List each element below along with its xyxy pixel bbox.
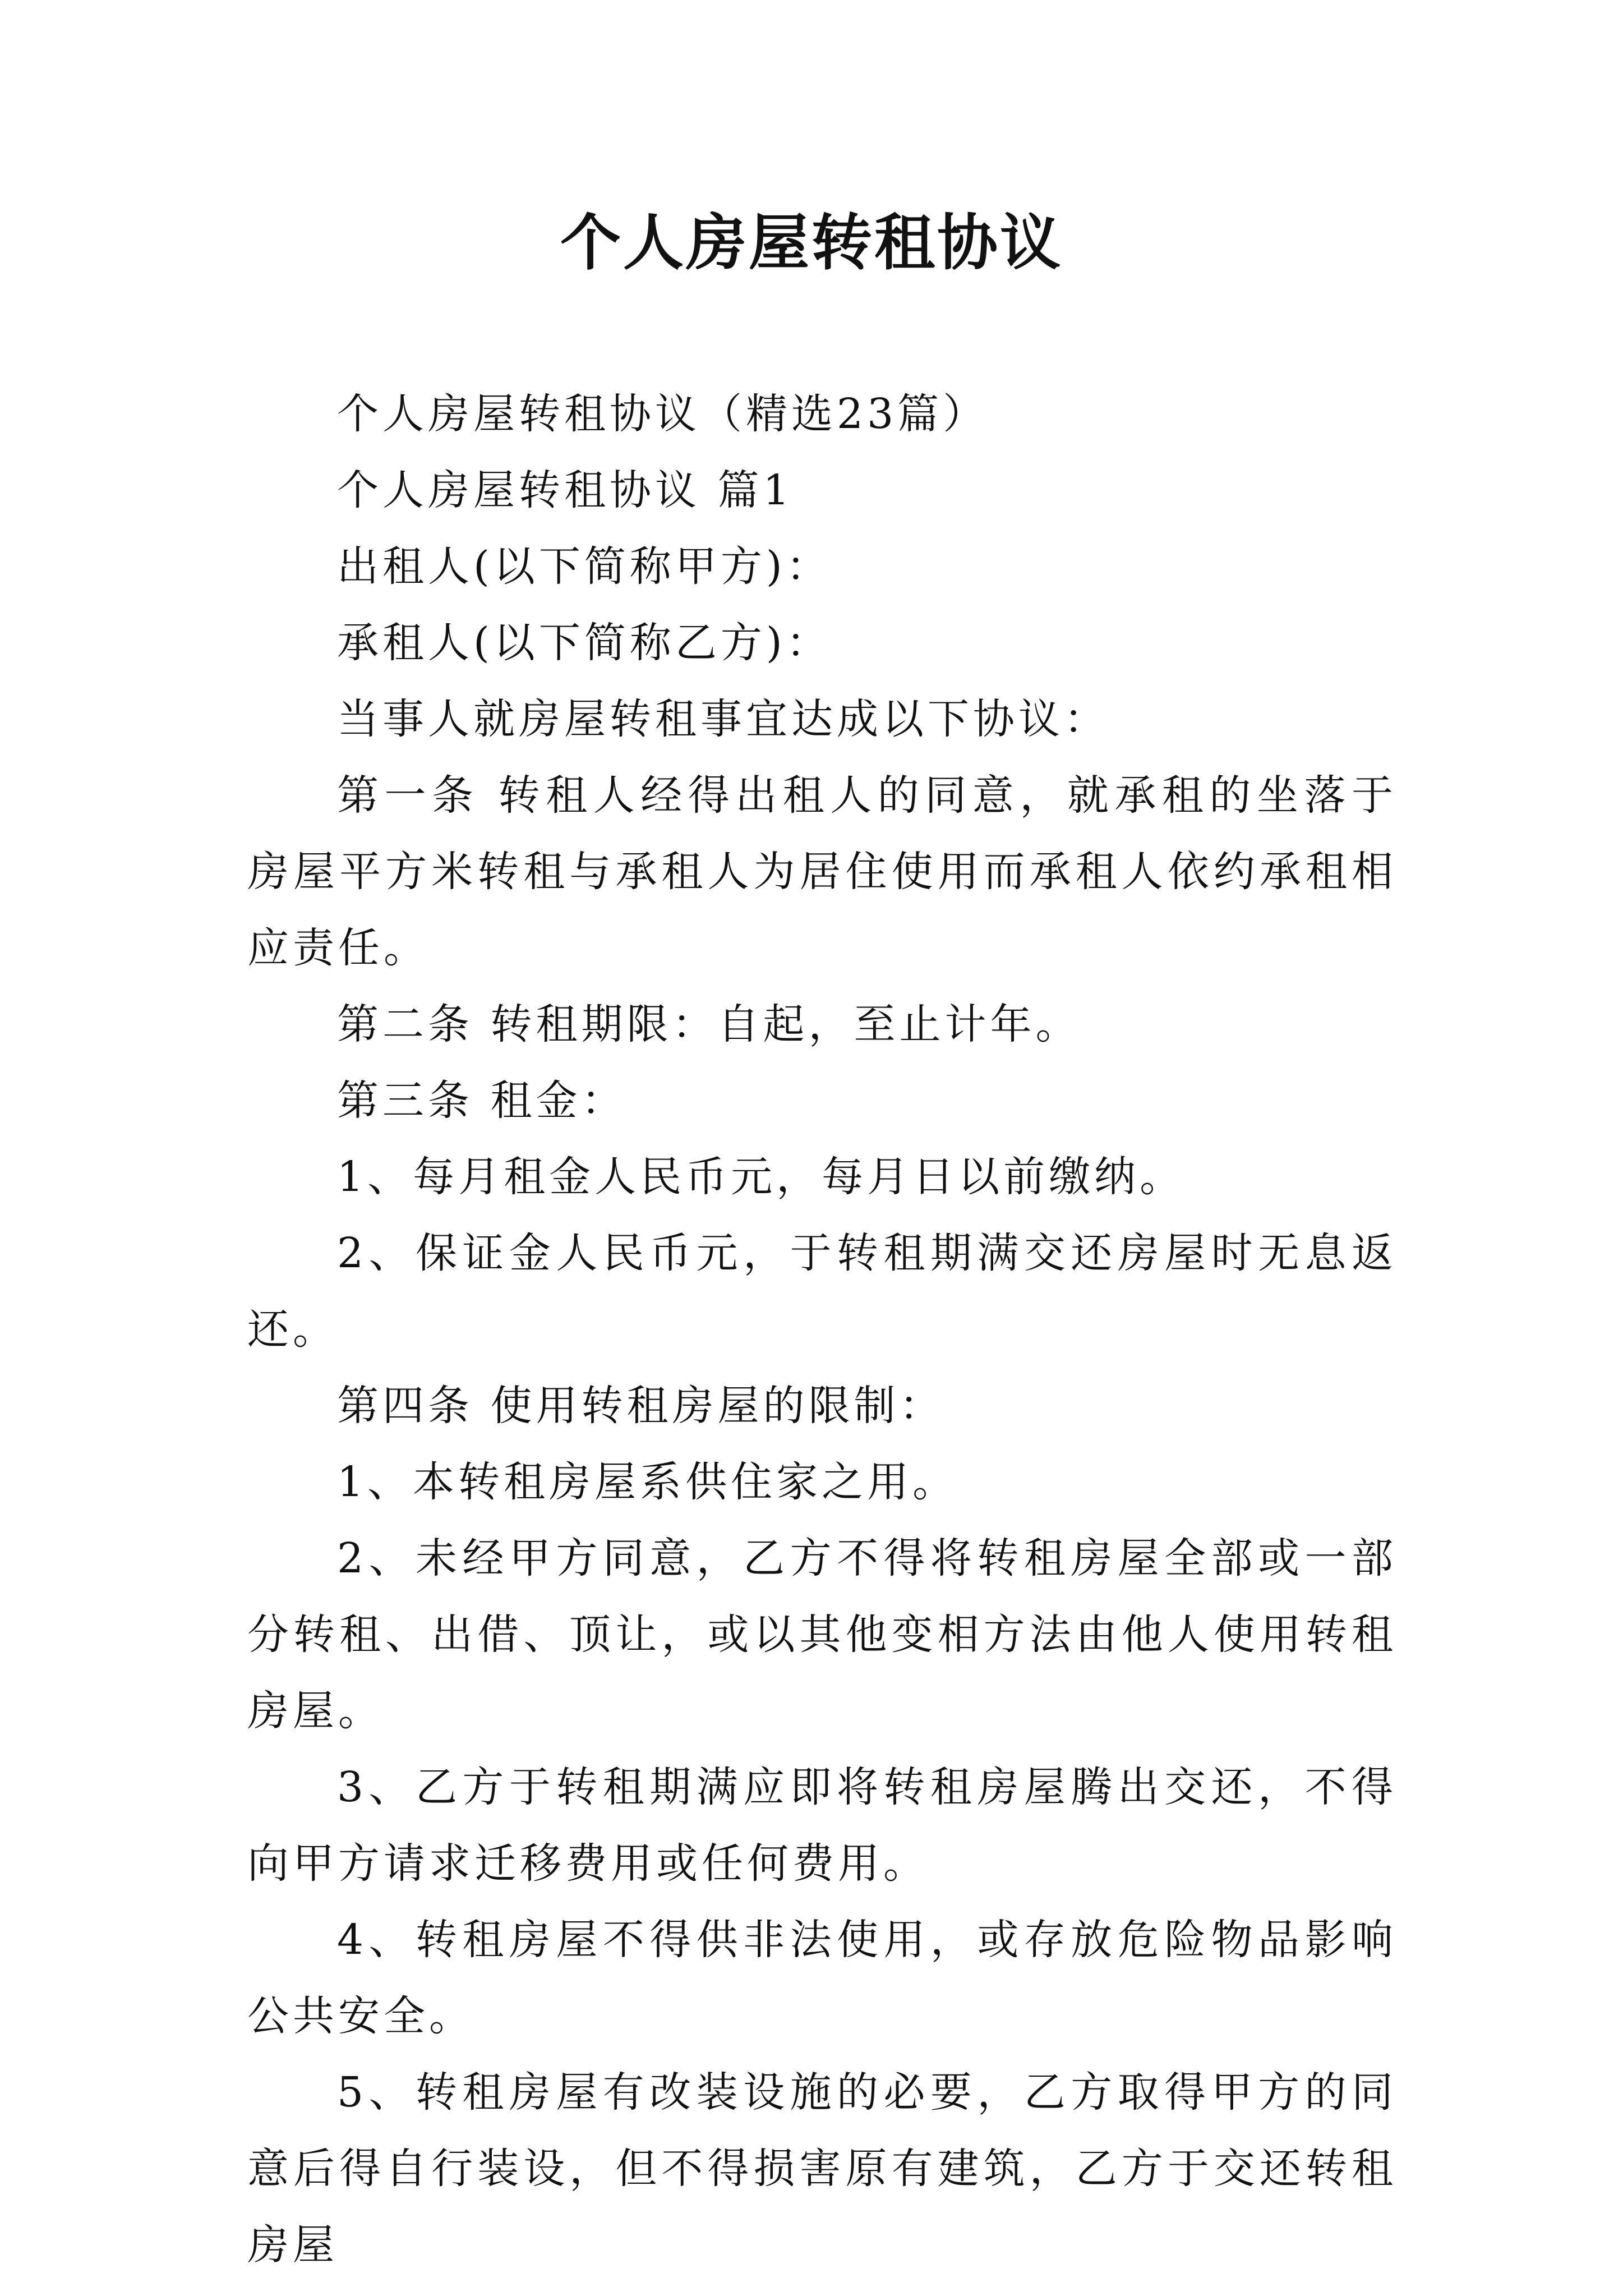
paragraph-lessor: 出租人(以下简称甲方)： <box>337 542 832 591</box>
paragraph-intro: 当事人就房屋转租事宜达成以下协议： <box>337 695 1109 743</box>
paragraph-restriction-1: 1、本转租房屋系供住家之用。 <box>337 1458 958 1506</box>
paragraph-restriction-4: 4、转租房屋不得供非法使用，或存放危险物品影响公共安全。 <box>247 1916 1397 2040</box>
paragraph-lessee: 承租人(以下简称乙方)： <box>337 619 832 667</box>
paragraph-article-2: 第二条 转租期限：自起，至止计年。 <box>337 1000 1081 1048</box>
paragraph-restriction-5: 5、转租房屋有改装设施的必要，乙方取得甲方的同意后得自行装设，但不得损害原有建筑，乙方于交还转租房屋 <box>247 2068 1397 2269</box>
paragraph-section-title: 个人房屋转租协议 篇1 <box>337 466 794 514</box>
paragraph-rent-item-2: 2、保证金人民币元，于转租期满交还房屋时无息返还。 <box>247 1229 1397 1354</box>
paragraph-restriction-3: 3、乙方于转租期满应即将转租房屋腾出交还，不得向甲方请求迁移费用或任何费用。 <box>247 1763 1397 1888</box>
paragraph-article-3: 第三条 租金： <box>337 1076 627 1125</box>
paragraph-article-4: 第四条 使用转租房屋的限制： <box>337 1382 945 1430</box>
document-body <box>247 376 1397 2283</box>
paragraph-restriction-2: 2、未经甲方同意，乙方不得将转租房屋全部或一部分转租、出借、顶让，或以其他变相方法由他人使用转租房屋。 <box>247 1534 1397 1735</box>
paragraph-rent-item-1: 1、每月租金人民币元，每月日以前缴纳。 <box>337 1153 1186 1201</box>
document-title: 个人房屋转租协议 <box>560 208 1063 278</box>
paragraph-article-1: 第一条 转租人经得出租人的同意，就承租的坐落于房屋平方米转租与承租人为居住使用而承租人依约承租相应责任。 <box>247 771 1397 972</box>
paragraph-heading: 个人房屋转租协议（精选23篇） <box>337 390 989 438</box>
